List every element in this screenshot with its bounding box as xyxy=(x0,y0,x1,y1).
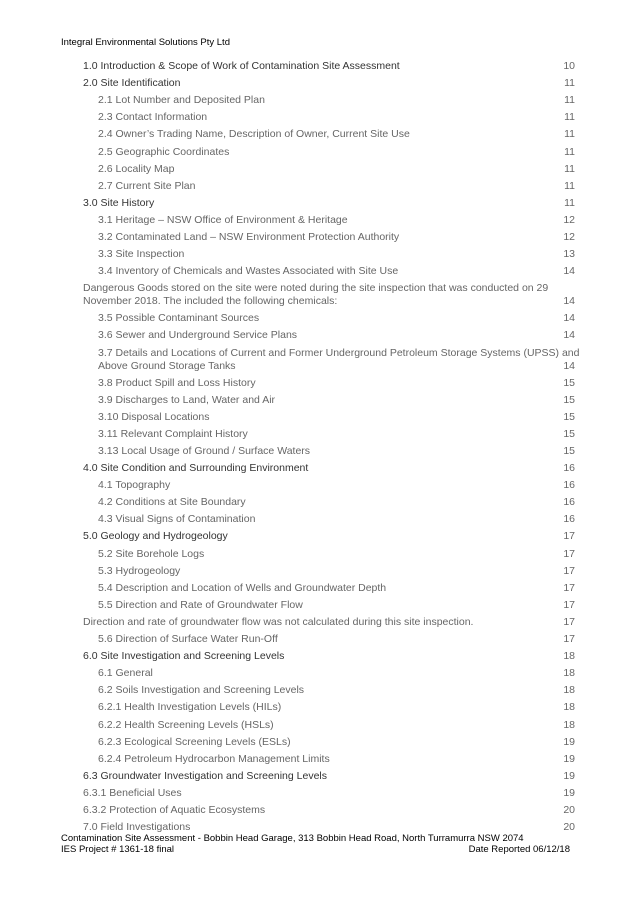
toc-entry-page: 17 xyxy=(563,530,575,543)
toc-entry-title: 6.3.2 Protection of Aquatic Ecosystems xyxy=(83,804,266,816)
toc-entry-title: 6.2.1 Health Investigation Levels (HILs) xyxy=(98,701,282,714)
toc-entry-title: 2.1 Lot Number and Deposited Plan xyxy=(98,94,265,107)
toc-entry-title: 4.0 Site Condition and Surrounding Environment xyxy=(83,462,309,474)
toc-entry-page: 13 xyxy=(563,248,575,261)
toc-entry-title: 3.4 Inventory of Chemicals and Wastes Associated with Site Use xyxy=(98,265,399,278)
toc-entry-title: 6.2.2 Health Screening Levels (HSLs) xyxy=(98,718,274,731)
toc-entry-title: 3.5 Possible Contaminant Sources xyxy=(98,312,260,325)
toc-entry-title: 3.6 Sewer and Underground Service Plans xyxy=(98,329,298,342)
toc-entry-title: Direction and rate of groundwater flow was not calculated during this site inspection. xyxy=(83,615,474,628)
toc-entry-page: 14 xyxy=(563,329,575,342)
toc-entry-page: 17 xyxy=(563,547,575,560)
toc-entry-page: 11 xyxy=(564,162,575,175)
toc-entry-title: 2.4 Owner’s Trading Name, Description of Owner, Current Site Use xyxy=(98,128,410,141)
toc-entry-title: 5.4 Description and Location of Wells and Groundwater Depth xyxy=(98,581,387,594)
footer-report-title: Contamination Site Assessment - Bobbin Head Garage, 313 Bobbin Head Road, North Turramurra NSW 2074 xyxy=(61,833,524,844)
toc-entry-title: 3.9 Discharges to Land, Water and Air xyxy=(98,393,276,406)
toc-entry-page: 16 xyxy=(563,513,575,526)
toc-entry-page: 18 xyxy=(563,650,575,663)
toc-entry-page: 18 xyxy=(563,684,575,697)
toc-entry-title: 3.11 Relevant Complaint History xyxy=(98,427,248,440)
toc-entry-title: 3.0 Site History xyxy=(83,196,155,209)
toc-entry-page: 17 xyxy=(563,581,575,594)
toc-entry-page: 11 xyxy=(564,145,575,158)
toc-entry-title: 1.0 Introduction & Scope of Work of Contamination Site Assessment xyxy=(83,60,400,72)
toc-entry-page: 19 xyxy=(563,769,575,782)
toc-entry-title: 5.2 Site Borehole Logs xyxy=(98,547,205,560)
company-header: Integral Environmental Solutions Pty Ltd xyxy=(61,37,230,48)
toc-entry-page: 15 xyxy=(563,444,575,457)
footer-project-number: IES Project # 1361-18 final xyxy=(61,844,175,855)
toc-entry-title: 5.0 Geology and Hydrogeology xyxy=(83,530,228,543)
toc-entry-title: 6.2 Soils Investigation and Screening Levels xyxy=(98,684,305,697)
toc-entry-title: 3.7 Details and Locations of Current and Former Underground Petroleum Storage Systems (UPSS) and Above Ground Storage Tanks xyxy=(98,346,580,372)
toc-entry-page: 12 xyxy=(563,213,575,226)
toc-entry-page: 18 xyxy=(563,701,575,714)
toc-entry-page: 17 xyxy=(563,598,575,611)
toc-entry-page: 20 xyxy=(563,804,575,816)
toc-entry-title: 6.0 Site Investigation and Screening Levels xyxy=(83,650,285,663)
toc-entry-page: 11 xyxy=(564,128,575,141)
footer-date-reported: Date Reported 06/12/18 xyxy=(468,844,570,855)
toc-entry-title: 3.8 Product Spill and Loss History xyxy=(98,376,256,389)
toc-entry-title: 7.0 Field Investigations xyxy=(83,821,191,834)
toc-entry-title: 2.0 Site Identification xyxy=(83,77,181,90)
toc-entry-title: 2.3 Contact Information xyxy=(98,111,208,124)
toc-entry-title: 6.3.1 Beneficial Uses xyxy=(83,786,182,799)
toc-entry-title: 2.6 Locality Map xyxy=(98,162,175,175)
toc-entry-page: 15 xyxy=(563,393,575,406)
toc-entry-page: 11 xyxy=(564,77,575,90)
toc-entry-page: 19 xyxy=(563,786,575,799)
toc-entry-title: 4.1 Topography xyxy=(98,479,171,492)
toc-entry-title: 2.5 Geographic Coordinates xyxy=(98,145,230,158)
toc-entry-title: 5.3 Hydrogeology xyxy=(98,564,181,577)
toc-entry-title: 6.2.4 Petroleum Hydrocarbon Management Limits xyxy=(98,752,330,765)
toc-entry-page: 11 xyxy=(564,179,575,192)
toc-entry-title: 3.3 Site Inspection xyxy=(98,248,185,261)
toc-entry-title: 6.3 Groundwater Investigation and Screening Levels xyxy=(83,769,327,782)
toc-entry-title: 3.2 Contaminated Land – NSW Environment Protection Authority xyxy=(98,231,400,243)
toc-entry-title: 2.7 Current Site Plan xyxy=(98,179,196,192)
toc-entry-page: 11 xyxy=(564,94,575,107)
toc-entry-page: 17 xyxy=(563,633,575,645)
toc-entry-page: 10 xyxy=(563,60,575,72)
toc-entry-title: 4.3 Visual Signs of Contamination xyxy=(98,513,256,526)
toc-entry-title: 6.2.3 Ecological Screening Levels (ESLs) xyxy=(98,735,291,748)
toc-entry-page: 14 xyxy=(563,312,575,325)
toc-entry-title: 6.1 General xyxy=(98,667,153,680)
toc-entry-page: 20 xyxy=(563,821,575,834)
toc-entry-page: 16 xyxy=(563,496,575,509)
toc-entry-page: 15 xyxy=(563,376,575,389)
toc-entry-title: 3.10 Disposal Locations xyxy=(98,410,210,423)
toc-entry-page: 17 xyxy=(563,615,575,628)
toc-entry-page: 14 xyxy=(563,359,575,372)
toc-entry-page: 16 xyxy=(563,479,575,492)
toc-entry-title: 4.2 Conditions at Site Boundary xyxy=(98,496,246,509)
toc-entry-page: 15 xyxy=(563,427,575,440)
toc-entry-page: 11 xyxy=(564,196,575,209)
toc-entry-page: 19 xyxy=(563,752,575,765)
toc-entry-title: 5.6 Direction of Surface Water Run-Off xyxy=(98,633,278,645)
toc-entry-page: 19 xyxy=(563,735,575,748)
toc-entry-page: 14 xyxy=(563,295,575,308)
toc-entry-page: 11 xyxy=(564,111,575,124)
toc-entry-title: 5.5 Direction and Rate of Groundwater Flow xyxy=(98,598,303,611)
toc-entry-title: 3.13 Local Usage of Ground / Surface Waters xyxy=(98,444,311,457)
toc-entry-page: 15 xyxy=(563,410,575,423)
toc-entry-page: 14 xyxy=(563,265,575,278)
toc-entry-page: 18 xyxy=(563,667,575,680)
toc-entry-title: 3.1 Heritage – NSW Office of Environment & Heritage xyxy=(98,213,348,226)
toc-entry-page: 16 xyxy=(563,462,575,474)
toc-entry-title: Dangerous Goods stored on the site were noted during the site inspection that was conducted on 29 November 2018. The included the following chemicals: xyxy=(83,282,549,308)
toc-entry-page: 18 xyxy=(563,718,575,731)
toc-entry-page: 17 xyxy=(563,564,575,577)
toc-entry-page: 12 xyxy=(563,231,575,243)
